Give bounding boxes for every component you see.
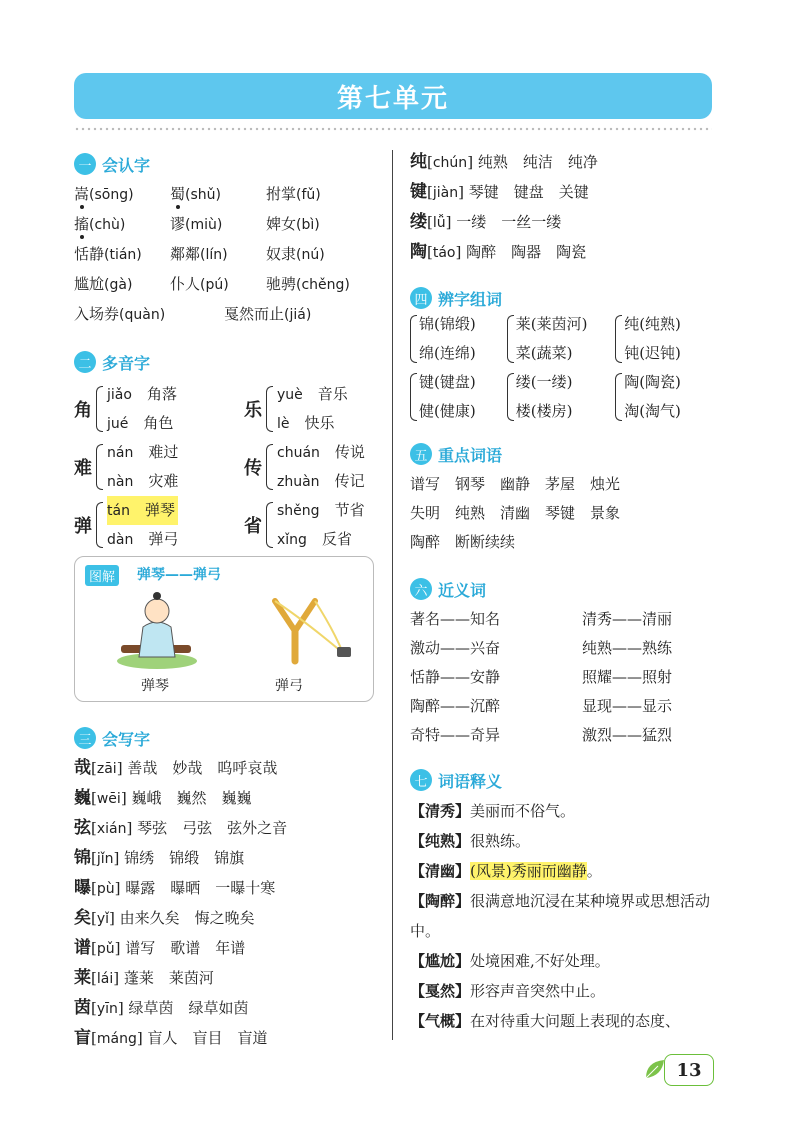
section-title: 辨字组词 [438, 289, 503, 309]
synonym-list [410, 605, 712, 750]
unit-title: 第七单元 [336, 83, 449, 114]
definition-item: 【清幽】(风景)秀丽而幽静。 [410, 862, 602, 880]
right-column [410, 148, 712, 1036]
polyphone-grid [74, 380, 384, 554]
synonym-pair: 纯熟——熟练 [582, 639, 673, 657]
char-item: 蜀(shǔ) [170, 185, 221, 203]
char-compare-group: 键(键盘) 健(健康) [410, 368, 507, 426]
synonym-pair: 激烈——猛烈 [582, 726, 673, 744]
column-divider [392, 150, 393, 1040]
synonym-pair: 激动——兴奋 [410, 639, 501, 657]
guqin-player-illustration [113, 587, 199, 671]
illustration-title: 弹琴——弹弓 [137, 567, 221, 583]
definition-item: 【清秀】美丽而不俗气。 [410, 802, 576, 820]
section-title: 会写字 [102, 729, 151, 749]
left-column [74, 152, 384, 554]
polyphone-item: 弹 tán 弹琴 dàn 弹弓 [74, 496, 244, 554]
write-char-row: 缕[lǚ] 一缕 一丝一缕 [410, 212, 562, 232]
char-compare-row [410, 310, 712, 368]
section-header [410, 577, 712, 601]
write-chars-section [74, 726, 384, 1054]
definition-item: 【陶醉】很满意地沉浸在某种境界或思想活动中。 [410, 892, 711, 940]
definition-item: 【戛然】形容声音突然中止。 [410, 982, 606, 1000]
dotted-divider [74, 126, 712, 132]
synonym-pair: 奇特——奇异 [410, 726, 501, 744]
section-title: 重点词语 [438, 445, 503, 465]
definition-list [410, 796, 712, 1036]
write-char-row: 曝[pù] 曝露 曝晒 一曝十寒 [74, 878, 276, 898]
write-char-row: 纯[chún] 纯熟 纯洁 纯净 [410, 152, 598, 172]
char-item: 婢女(bì) [266, 215, 320, 233]
write-char-row: 矣[yǐ] 由来久矣 悔之晚矣 [74, 908, 255, 928]
write-char-row: 谱[pǔ] 谱写 歌谱 年谱 [74, 938, 246, 958]
slingshot-illustration [255, 591, 355, 671]
write-char-row: 弦[xián] 琴弦 弓弦 弦外之音 [74, 818, 288, 838]
char-item: 鄰鄰(lín) [170, 245, 228, 263]
section-title: 词语释义 [438, 771, 503, 791]
recognize-chars-grid [74, 180, 384, 300]
section-header [74, 152, 384, 176]
char-item: 搐(chù) [74, 215, 126, 233]
section-header [410, 442, 712, 466]
section-number-badge: 四 [410, 287, 432, 309]
char-compare-group: 纯(纯熟) 钝(迟钝) [615, 310, 712, 368]
polyphone-item: 传 chuán 传说 zhuàn 传记 [244, 443, 365, 490]
section-number-badge: 三 [74, 727, 96, 749]
write-chars-continued [410, 148, 712, 268]
section-header [410, 286, 712, 310]
write-char-row: 巍[wēi] 巍峨 巍然 巍巍 [74, 788, 252, 808]
section-header [74, 350, 384, 374]
section-number-badge: 七 [410, 769, 432, 791]
write-chars-list [74, 754, 384, 1054]
char-compare-row [410, 368, 712, 426]
char-compare-group: 莱(莱茵河) 菜(蔬菜) [507, 310, 615, 368]
definition-item: 【纯熟】很熟练。 [410, 832, 531, 850]
char-item: 恬静(tián) [74, 245, 142, 263]
section-number-badge: 五 [410, 443, 432, 465]
synonym-pair: 陶醉——沉醉 [410, 697, 501, 715]
char-compare-group: 缕(一缕) 楼(楼房) [507, 368, 615, 426]
key-words-line: 失明 纯熟 清幽 琴键 景象 [410, 504, 621, 522]
char-compare-group: 锦(锦缎) 绵(连绵) [410, 310, 507, 368]
char-item: 仆人(pú) [170, 275, 229, 293]
synonym-pair: 清秀——清丽 [582, 610, 673, 628]
unit-banner [74, 73, 712, 119]
section-number-badge: 二 [74, 351, 96, 373]
write-char-row: 哉[zāi] 善哉 妙哉 呜呼哀哉 [74, 758, 278, 778]
char-item: 嵩(sōng) [74, 185, 134, 203]
section-header [410, 768, 712, 792]
section-title: 近义词 [438, 580, 487, 600]
key-words-list [410, 470, 712, 557]
write-char-row: 键[jiàn] 琴键 键盘 关键 [410, 182, 589, 202]
recognize-chars-extra [74, 300, 384, 330]
polyphone-item: 省 shěng 节省 xǐng 反省 [244, 501, 365, 548]
char-item: 入场券(quàn) [74, 305, 166, 323]
write-char-row: 陶[táo] 陶醉 陶器 陶瓷 [410, 242, 587, 262]
illustration-caption: 弹琴 [141, 678, 169, 694]
section-title: 会认字 [102, 155, 151, 175]
char-compare-group: 陶(陶瓷) 淘(淘气) [615, 368, 712, 426]
char-item: 驰骋(chěng) [266, 275, 350, 293]
polyphone-item: 乐 yuè 音乐 lè 快乐 [244, 385, 348, 432]
definition-item: 【气概】在对待重大问题上表现的态度、 [410, 1012, 681, 1030]
section-title: 多音字 [102, 353, 151, 373]
definition-item: 【尴尬】处境困难,不好处理。 [410, 952, 610, 970]
key-words-line: 陶醉 断断续续 [410, 533, 516, 551]
synonym-pair: 照耀——照射 [582, 668, 673, 686]
char-item: 戛然而止(jiá) [224, 305, 312, 323]
write-char-row: 莱[lái] 蓬莱 莱茵河 [74, 968, 214, 988]
synonym-pair: 恬静——安静 [410, 668, 501, 686]
leaf-icon [644, 1058, 666, 1080]
page-number: 13 [664, 1054, 714, 1086]
key-words-line: 谱写 钢琴 幽静 茅屋 烛光 [410, 475, 621, 493]
char-item: 尴尬(gà) [74, 275, 133, 293]
char-item: 拊掌(fǔ) [266, 185, 321, 203]
write-char-row: 锦[jǐn] 锦绣 锦缎 锦旗 [74, 848, 245, 868]
section-header [74, 726, 384, 750]
synonym-pair: 著名——知名 [410, 610, 501, 628]
write-char-row: 盲[máng] 盲人 盲目 盲道 [74, 1028, 268, 1048]
char-item: 谬(miù) [170, 215, 223, 233]
synonym-pair: 显现——显示 [582, 697, 673, 715]
char-item: 奴隶(nú) [266, 245, 325, 263]
section-number-badge: 一 [74, 153, 96, 175]
write-char-row: 茵[yīn] 绿草茵 绿草如茵 [74, 998, 249, 1018]
illustration-box [74, 556, 374, 702]
illustration-tag: 图解 [85, 565, 119, 586]
illustration-caption: 弹弓 [275, 678, 303, 694]
polyphone-item: 难 nán 难过 nàn 灾难 [74, 443, 179, 490]
polyphone-item: 角 jiǎo 角落 jué 角色 [74, 385, 177, 432]
section-number-badge: 六 [410, 578, 432, 600]
